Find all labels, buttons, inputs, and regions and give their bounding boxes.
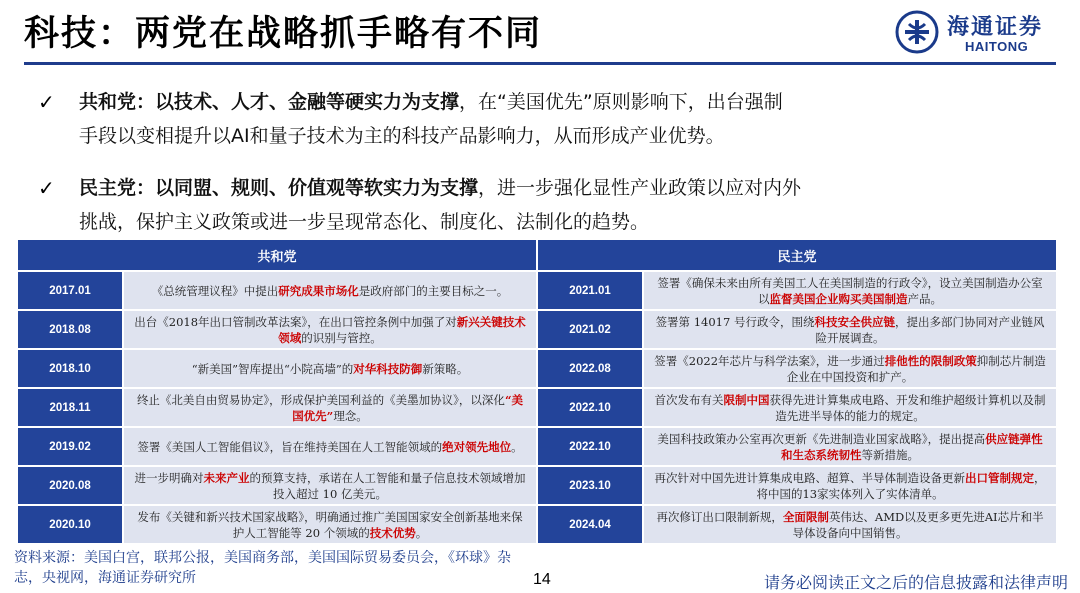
democrat-event [644,506,1056,545]
highlight-text: 对华科技防御 [353,361,423,376]
cell-text: ，提出多部门协同对产业链风险开展调查。 [815,314,1045,345]
header-republican: 共和党 [18,240,536,272]
table-row [18,389,1056,428]
democrat-event [644,311,1056,350]
democrat-date: 2022.10 [538,428,642,467]
haitong-logo [895,6,1055,60]
logo-chinese-name: 海通证券 [947,14,1044,40]
highlight-text: 绝对领先地位 [442,439,512,454]
cell-text: 的识别与管控。 [301,330,382,345]
republican-event [124,350,536,389]
democrat-event [644,389,1056,428]
cell-text: 获得先进计算集成电路、开发和维护超级计算机以及制造先进半导体的能力的规定。 [769,392,1046,423]
democrat-event [644,467,1056,506]
highlight-text: 未来产业 [203,470,250,485]
bullet-democrat [38,171,1028,239]
cell-text: 新策略。 [422,361,469,376]
republican-event [124,506,536,545]
highlight-text: 科技安全供应链 [814,314,895,329]
cell-text: 英伟达、AMD以及更多更先进AI芯片和半导体设备向中国销售。 [792,509,1044,540]
cell-text: 发布《关键和新兴技术国家战略》，明确通过推广美国国家安全创新基地来保护人工智能等 20 个领域的 [137,509,523,540]
cell-text: 再次修订出口限制新规， [656,509,783,524]
democrat-event [644,272,1056,311]
bullet-bold-text: 民主党：以同盟、规则、价值观等软实力为支撑 [79,177,479,199]
cell-text: 出台《2018年出口管制改革法案》，在出口管控条例中加强了对 [134,314,457,329]
cell-text: 理念。 [333,408,368,423]
highlight-text: “美国优先” [292,392,524,423]
republican-event [124,389,536,428]
cell-text: 进一步明确对 [134,470,204,485]
table-row [18,272,1056,311]
header-democrat: 民主党 [538,240,1056,272]
bullet-text: ，进一步强化显性产业政策以应对内外 [478,177,802,199]
table-row [18,467,1056,506]
republican-date: 2017.01 [18,272,122,311]
bullet-text-line2: 挑战，保护主义政策或进一步呈现常态化、制度化、法制化的趋势。 [79,211,650,233]
cell-text: 等新措施。 [861,447,920,462]
table-row [18,350,1056,389]
cell-text: 签署《确保未来由所有美国工人在美国制造的行政令》，设立美国制造办公室以 [657,275,1043,306]
democrat-date: 2021.02 [538,311,642,350]
cell-text: 产品。 [907,291,943,306]
table-row [18,428,1056,467]
cell-text: 。 [511,439,523,454]
republican-date: 2018.08 [18,311,122,350]
democrat-date: 2021.01 [538,272,642,311]
haitong-logo-icon [895,10,939,54]
highlight-text: 技术优势 [369,525,416,540]
republican-event [124,272,536,311]
cell-text: 签署第 14017 号行政令，围绕 [655,314,815,329]
cell-text: 再次针对中国先进计算集成电路、超算、半导体制造设备更新 [654,470,966,485]
democrat-date: 2024.04 [538,506,642,545]
cell-text: 首次发布有关 [654,392,724,407]
highlight-text: 排他性的限制政策 [884,353,977,368]
source-note: 资料来源：美国白宫，联邦公报，美国商务部，美国国际贸易委员会，《环球》杂志，央视网，海通证券研究所 [14,550,511,586]
democrat-event [644,350,1056,389]
republican-event [124,428,536,467]
table-row [18,506,1056,545]
cell-text: 的预算支持，承诺在人工智能和量子信息技术领域增加投入超过 10 亿美元。 [249,470,526,501]
republican-date: 2020.08 [18,467,122,506]
cell-text: 美国科技政策办公室再次更新《先进制造业国家战略》，提出提高 [657,431,986,446]
republican-event [124,311,536,350]
highlight-text: 限制中国 [723,392,770,407]
highlight-text: 研究成果市场化 [278,283,359,298]
bullet-text: ，在“美国优先”原则影响下，出台强制 [459,91,783,113]
cell-text: ，将中国的13家实体列入了实体清单。 [756,470,1046,501]
cell-text: 抑制芯片制造企业在中国投资和扩产。 [786,353,1046,384]
page-title: 科技：两党在战略抓手略有不同 [24,13,543,54]
democrat-date: 2022.08 [538,350,642,389]
checkmark-icon: ✓ [38,176,55,200]
republican-date: 2019.02 [18,428,122,467]
cell-text: 。 [415,525,428,540]
republican-date: 2020.10 [18,506,122,545]
logo-english-name: HAITONG [965,39,1029,54]
title-divider [24,62,1056,65]
republican-event [124,467,536,506]
highlight-text: 新兴关键技术领域 [278,314,526,345]
cell-text: 是政府部门的主要目标之一。 [358,283,509,298]
bullet-bold-text: 共和党：以技术、人才、金融等硬实力为支撑 [79,91,460,113]
disclaimer: 请务必阅读正文之后的信息披露和法律声明 [763,573,1068,592]
democrat-event [644,428,1056,467]
cell-text: 终止《北美自由贸易协定》，形成保护美国利益的《美墨加协议》，以深化 [136,392,505,407]
highlight-text: 监督美国企业购买美国制造 [769,291,908,306]
cell-text: 签署《2022年芯片与科学法案》，进一步通过 [654,353,885,368]
republican-date: 2018.10 [18,350,122,389]
cell-text: “新美国”智库提出“小院高墙”的 [191,361,354,376]
table-row [18,311,1056,350]
bullet-text-line2: 手段以变相提升以AI和量子技术为主的科技产品影响力，从而形成产业优势。 [79,125,725,147]
highlight-text: 全面限制 [782,509,829,524]
page-number: 14 [533,571,551,588]
checkmark-icon: ✓ [38,90,55,114]
republican-date: 2018.11 [18,389,122,428]
highlight-text: 出口管制规定 [965,470,1035,485]
democrat-date: 2022.10 [538,389,642,428]
cell-text: 签署《美国人工智能倡议》，旨在维持美国在人工智能领域的 [137,439,443,454]
democrat-date: 2023.10 [538,467,642,506]
highlight-text: 供应链弹性和生态系统韧性 [781,431,1043,462]
policy-table [16,240,1058,545]
bullet-republican [38,85,1028,153]
cell-text: 《总统管理议程》中提出 [151,283,279,298]
